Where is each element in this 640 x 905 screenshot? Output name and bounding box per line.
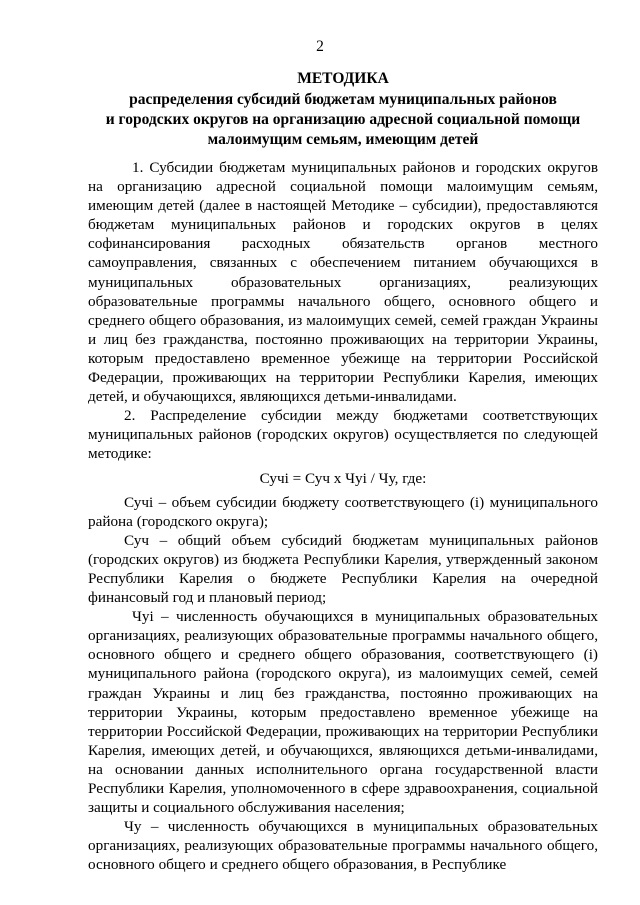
paragraph-2: 2. Распределение субсидии между бюджетами соответствующих муниципальных районов (городских округов) осуществляется по следующей методике: <box>88 407 598 463</box>
paragraph-1: 1. Субсидии бюджетам муниципальных районов и городских округов на организацию адресной социальной помощи малоимущим семьям, имеющим детей (далее в настоящей Методике – субсидии), предоставляются бюджетам муниципальных районов и городских округов в целях софинансирования расходных обязательств органов местного самоуправления, связанных с обеспечением питанием обучающихся в муниципальных образовательных организациях, реализующих образовательные программы начального общего, основного общего и среднего общего образования, из малоимущих семей, семей граждан Украины и лиц без гражданства, постоянно проживающих на территории Украины, которым предоставлено временное убежище на территории Российской Федерации, проживающих на территории Республики Карелия, имеющих детей, и обучающихся, являющихся детьми-инвалидами. <box>88 159 598 406</box>
document-subtitle-line-2: и городских округов на организацию адресной социальной помощи <box>105 111 581 128</box>
document-title: МЕТОДИКА <box>297 70 389 87</box>
formula: Сучі = Суч х Чуі / Чу, где: <box>259 469 427 487</box>
definition-chu: Чу – численность обучающихся в муниципальных образовательных организациях, реализующих образовательные программы начального общего, основного общего и среднего общего образования, в Республике <box>88 818 598 874</box>
document-subtitle-line-3: малоимущим семьям, имеющим детей <box>207 131 479 148</box>
definition-chui: Чуі – численность обучающихся в муниципальных образовательных организациях, реализующих образовательные программы начального общего, основного общего и среднего общего образования, соответствующего (і) муниципального района (городского округа), из малоимущих семей, семей граждан Украины и лиц без гражданства, постоянно проживающих на территории Украины, которым предоставлено временное убежище на территории Российской Федерации, проживающих на территории Республики Карелия, имеющих детей, и обучающихся, являющихся детьми-инвалидами, на основании данных исполнительного органа государственной власти Республики Карелия, уполномоченного в сфере здравоохранения, социальной защиты и социального обслуживания населения; <box>88 608 598 817</box>
document-title-block <box>88 69 598 150</box>
page-number: 2 <box>316 38 324 55</box>
document-body <box>88 158 598 874</box>
definition-such: Суч – общий объем субсидий бюджетам муниципальных районов (городских округов) из бюджета Республики Карелия, утвержденный законом Республики Карелия о бюджете Республики Карелия на очередной финансовый год и плановый период; <box>88 531 598 607</box>
document-subtitle-line-1: распределения субсидий бюджетам муниципальных районов <box>129 91 557 108</box>
definition-suchi: Сучі – объем субсидии бюджету соответствующего (і) муниципального района (городского округа); <box>88 493 598 530</box>
